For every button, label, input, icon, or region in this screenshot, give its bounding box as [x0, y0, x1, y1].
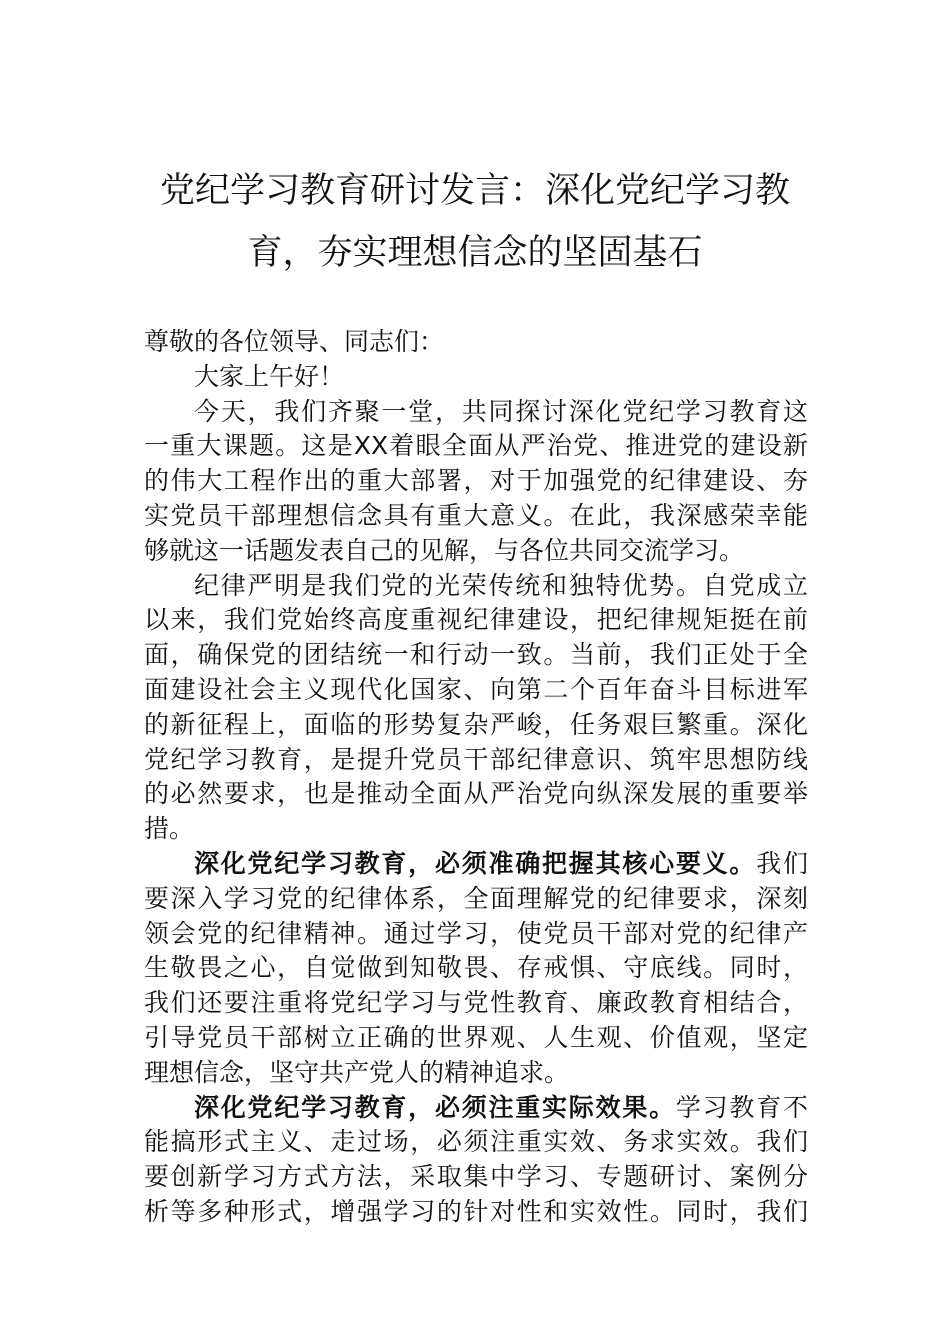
paragraph — [144, 395, 808, 569]
paragraph-line: 析等多种形式，增强学习的针对性和实效性。同时，我们 — [144, 1196, 808, 1226]
document-body — [144, 325, 808, 1230]
paragraph-line: 一重大课题。这是XX着眼全面从严治党、推进党的建设新 — [144, 431, 808, 461]
paragraph-line: 生敬畏之心，自觉做到知敬畏、存戒惧、守底线。同时， — [144, 953, 808, 983]
paragraph-line: 引导党员干部树立正确的世界观、人生观、价值观，坚定 — [144, 1022, 808, 1052]
paragraph-line-rest: 我们 — [756, 848, 808, 878]
paragraph-line: 实党员干部理想信念具有重大意义。在此，我深感荣幸能 — [144, 500, 808, 530]
paragraph-line: 措。 — [144, 814, 195, 844]
paragraph-first-line — [144, 847, 808, 882]
paragraph — [144, 847, 808, 1091]
greeting-text: 大家上午好！ — [194, 361, 345, 391]
paragraph-line: 面，确保党的团结统一和行动一致。当前，我们正处于全 — [144, 640, 808, 670]
paragraph-line: 纪律严明是我们党的光荣传统和独特优势。自党成立 — [194, 570, 808, 600]
paragraph — [144, 569, 808, 847]
paragraph-lead: 深化党纪学习教育，必须注重实际效果。 — [194, 1092, 676, 1122]
document-title — [140, 160, 810, 284]
salutation-text: 尊敬的各位领导、同志们： — [144, 327, 445, 356]
paragraph-first-line — [144, 1091, 808, 1126]
salutation — [144, 325, 808, 360]
paragraph-lead: 深化党纪学习教育，必须准确把握其核心要义。 — [194, 848, 757, 878]
paragraph-line: 面建设社会主义现代化国家、向第二个百年奋斗目标进军 — [144, 674, 808, 704]
paragraph-line: 以来，我们党始终高度重视纪律建设，把纪律规矩挺在前 — [144, 605, 808, 635]
paragraph-line: 领会党的纪律精神。通过学习，使党员干部对党的纪律产 — [144, 918, 808, 948]
paragraph-line: 今天，我们齐聚一堂，共同探讨深化党纪学习教育这 — [194, 396, 808, 426]
paragraph-line: 的新征程上，面临的形势复杂严峻，任务艰巨繁重。深化 — [144, 709, 808, 739]
paragraph-line: 要深入学习党的纪律体系，全面理解党的纪律要求，深刻 — [144, 883, 808, 913]
paragraph-line: 理想信念，坚守共产党人的精神追求。 — [144, 1057, 570, 1087]
paragraph-line: 够就这一话题发表自己的见解，与各位共同交流学习。 — [144, 535, 745, 565]
paragraph-line: 要创新学习方式方法，采取集中学习、专题研讨、案例分 — [144, 1162, 808, 1192]
paragraph-line: 能搞形式主义、走过场，必须注重实效、务求实效。我们 — [144, 1127, 808, 1157]
paragraph-line: 我们还要注重将党纪学习与党性教育、廉政教育相结合， — [144, 988, 808, 1018]
greeting — [144, 360, 808, 395]
paragraph-line: 党纪学习教育，是提升党员干部纪律意识、筑牢思想防线 — [144, 744, 808, 774]
paragraph — [144, 1091, 808, 1230]
title-line: 育，夯实理想信念的坚固基石 — [247, 233, 703, 273]
title-line: 党纪学习教育研讨发言：深化党纪学习教 — [159, 171, 790, 211]
paragraph-line: 的伟大工程作出的重大部署，对于加强党的纪律建设、夯 — [144, 466, 808, 496]
paragraph-line: 的必然要求，也是推动全面从严治党向纵深发展的重要举 — [144, 779, 808, 809]
paragraph-line-rest: 学习教育不 — [675, 1092, 808, 1122]
